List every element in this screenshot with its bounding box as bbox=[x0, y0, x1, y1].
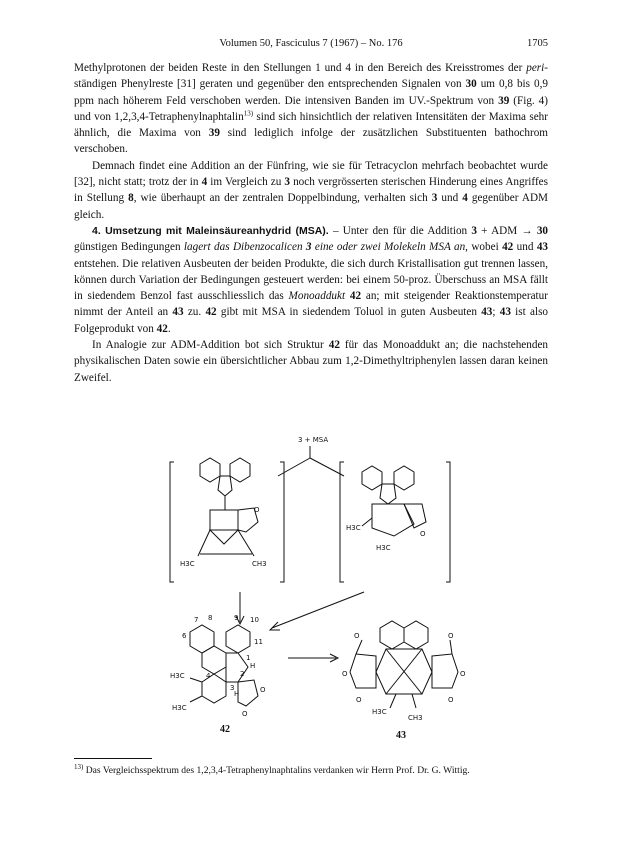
text-run: , wobei bbox=[465, 241, 503, 254]
arrow-head bbox=[270, 622, 280, 630]
position-number: 6 bbox=[182, 632, 187, 640]
methyl-label: CH3 bbox=[252, 560, 267, 568]
text-run: Demnach findet eine Addition an der Fünfring, wie sie für Tetracyclon mehrfach beobachtet wurde [32], nicht statt; trotz der in bbox=[74, 159, 548, 189]
paragraph-4 bbox=[74, 337, 548, 386]
oxo: O bbox=[342, 670, 348, 678]
position-number: 4 bbox=[206, 672, 211, 680]
compound-number: 39 bbox=[208, 127, 220, 140]
running-header bbox=[74, 38, 548, 52]
footnote bbox=[74, 764, 548, 777]
paragraph-1 bbox=[74, 60, 548, 158]
text-run: (Fig. 4) und von 1,2,3,4-Tetraphenylnaphtalin bbox=[74, 94, 549, 123]
text-run: sind lediglich infolge der zusätzlichen Substituenten bathochrom verschoben. bbox=[74, 127, 548, 156]
journal-reference: Volumen 50, Fasciculus 7 (1967) – No. 176 bbox=[219, 38, 403, 49]
compound-number: 42 bbox=[502, 241, 514, 254]
compound-label-43: 43 bbox=[396, 730, 406, 741]
text-run: zu. bbox=[183, 306, 206, 319]
compound-number: 3 bbox=[431, 192, 438, 205]
text-run: im Vergleich zu bbox=[207, 176, 285, 189]
text-run: , wie überhaupt an der zentralen Doppelbindung, verhalten sich bbox=[133, 192, 432, 205]
text-run: an; mit steigender Reaktionstemperatur nimmt der Anteil an bbox=[74, 290, 548, 319]
reaction-scheme-svg bbox=[150, 432, 510, 752]
compound-number: 4 bbox=[201, 176, 208, 189]
compound-number: 42 bbox=[349, 290, 362, 303]
product-43 bbox=[342, 621, 466, 722]
hydrogen-label: H bbox=[250, 662, 256, 670]
compound-number: 3 bbox=[284, 176, 290, 189]
footnote-rule bbox=[74, 758, 152, 759]
intermediate-right bbox=[340, 462, 450, 582]
oxo: O bbox=[460, 670, 466, 678]
text-run: günstigen Bedingungen bbox=[74, 241, 184, 254]
text-run: sind sich hinsichtlich der relativen Intensitäten der Maxima sehr ähnlich, die Maxima von bbox=[74, 110, 549, 140]
methyl-label: H3C bbox=[170, 672, 185, 680]
compound-number: 42 bbox=[156, 322, 168, 335]
italic-run: Monoaddukt bbox=[288, 290, 350, 303]
arrow-to-42-from-right bbox=[272, 592, 364, 628]
footnote-text bbox=[74, 764, 548, 777]
footnote-ref[interactable]: 13) bbox=[243, 109, 254, 118]
methyl-label: H3C bbox=[372, 708, 387, 716]
product-42 bbox=[170, 614, 266, 718]
intermediate-left bbox=[170, 458, 284, 582]
paragraph-3 bbox=[74, 223, 548, 337]
reagents-label: 3 + MSA bbox=[298, 436, 329, 444]
italic-run: lagert das Dibenzocalicen bbox=[183, 241, 306, 254]
oxo: O bbox=[420, 530, 426, 538]
oxo: O bbox=[448, 696, 454, 704]
position-number: 8 bbox=[208, 614, 213, 622]
methyl-label: CH3 bbox=[408, 714, 423, 722]
text-run: und bbox=[437, 192, 463, 205]
text-run: entstehen. Die relativen Ausbeuten der beiden Produkte, die sich durch Kristallisation gut trennen lassen, können durch Variation der Bedingungen gesteuert werden: bei einem 50-proz. Überschuss an MSA fällt in siedendem Benzol fast ausschliesslich das bbox=[74, 257, 548, 303]
compound-number: 42 bbox=[328, 339, 340, 352]
bracket-left-open bbox=[170, 462, 174, 582]
methyl-label: H3C bbox=[376, 544, 391, 552]
text-run: . bbox=[167, 322, 171, 335]
text-run: ist also Folgeprodukt von bbox=[74, 306, 549, 335]
text-run: um 0,8 bis 0,9 ppm nach höherem Feld verschoben werden. Die intensiven Banden im UV.-Spektrum von bbox=[74, 78, 548, 107]
position-number: 9 bbox=[234, 614, 239, 622]
compound-number: 4 bbox=[462, 192, 468, 205]
paragraph-2 bbox=[74, 158, 548, 223]
text-run: Methylprotonen der beiden Reste in den Stellungen 1 und 4 in den Bereich des Kreisstromes der bbox=[74, 62, 527, 74]
text-run: und bbox=[513, 241, 537, 254]
text-run: – Unter den für die Addition bbox=[328, 224, 472, 237]
text-run: In Analogie zur ADM-Addition bot sich Struktur bbox=[92, 339, 329, 352]
compound-number: 3 bbox=[471, 224, 477, 237]
position-number: 3 bbox=[230, 684, 235, 692]
oxo: O bbox=[260, 686, 266, 694]
compound-number: 30 bbox=[465, 78, 477, 91]
compound-label-42: 42 bbox=[220, 724, 230, 735]
position-number: 7 bbox=[194, 616, 199, 624]
methyl-label: H3C bbox=[180, 560, 195, 568]
section-heading: 4. Umsetzung mit Maleinsäureanhydrid (MSA). bbox=[92, 224, 329, 237]
oxo: O bbox=[242, 710, 248, 718]
oxo: O bbox=[448, 632, 454, 640]
text-run: gegenüber ADM gleich. bbox=[74, 192, 548, 221]
compound-number: 43 bbox=[172, 306, 184, 319]
footnote-marker: 13) bbox=[74, 762, 84, 771]
italic-run: peri bbox=[526, 62, 545, 74]
compound-number: 8 bbox=[128, 192, 134, 205]
compound-number: 30 bbox=[536, 224, 548, 237]
compound-number: 3 bbox=[305, 241, 312, 254]
position-number: 2 bbox=[240, 670, 245, 678]
compound-number: 42 bbox=[205, 306, 217, 319]
compound-number: 43 bbox=[481, 306, 493, 319]
text-run: ; bbox=[492, 306, 500, 319]
reaction-scheme-figure bbox=[150, 432, 510, 752]
methyl-label: H3C bbox=[346, 524, 361, 532]
methyl-label: H3C bbox=[172, 704, 187, 712]
arrow-left-branch bbox=[278, 458, 310, 476]
bracket-left-close bbox=[280, 462, 284, 582]
position-number: 11 bbox=[254, 638, 263, 646]
bracket-right-open bbox=[340, 462, 344, 582]
page-number: 1705 bbox=[527, 38, 548, 49]
position-number: 1 bbox=[246, 654, 251, 662]
footnote-body: Das Vergleichsspektrum des 1,2,3,4-Tetraphenylnaphtalins verdanken wir Herrn Prof. Dr. G. Wittig. bbox=[83, 765, 470, 776]
text-run: gibt mit MSA in siedendem Toluol in guten Ausbeuten bbox=[216, 306, 482, 319]
text-run: für das Monoaddukt an; die nachstehenden physikalischen Daten sowie ein übersichtlicher Abbau zum 1,2-Dimethyltriphenylen lassen daran keinen Zweifel. bbox=[74, 339, 548, 384]
oxo: O bbox=[254, 506, 260, 514]
oxo: O bbox=[356, 696, 362, 704]
oxo: O bbox=[354, 632, 360, 640]
compound-number: 43 bbox=[499, 306, 511, 319]
compound-number: 39 bbox=[498, 94, 510, 107]
bracket-right-close bbox=[446, 462, 450, 582]
position-number: 10 bbox=[250, 616, 259, 624]
hydrogen-label: H bbox=[234, 690, 240, 698]
text-run: noch vergrösserten sterischen Hinderung eines Angriffes in Stellung bbox=[74, 176, 548, 205]
text-run: + ADM → bbox=[476, 224, 537, 237]
italic-run: eine oder zwei Molekeln MSA an bbox=[311, 241, 466, 254]
text-run: -ständigen Phenylreste [31] geraten und gegenüber den entsprechenden Signalen von bbox=[74, 62, 548, 91]
body-text bbox=[74, 60, 548, 386]
compound-number: 43 bbox=[536, 241, 548, 254]
arrow-right-branch bbox=[310, 458, 344, 476]
